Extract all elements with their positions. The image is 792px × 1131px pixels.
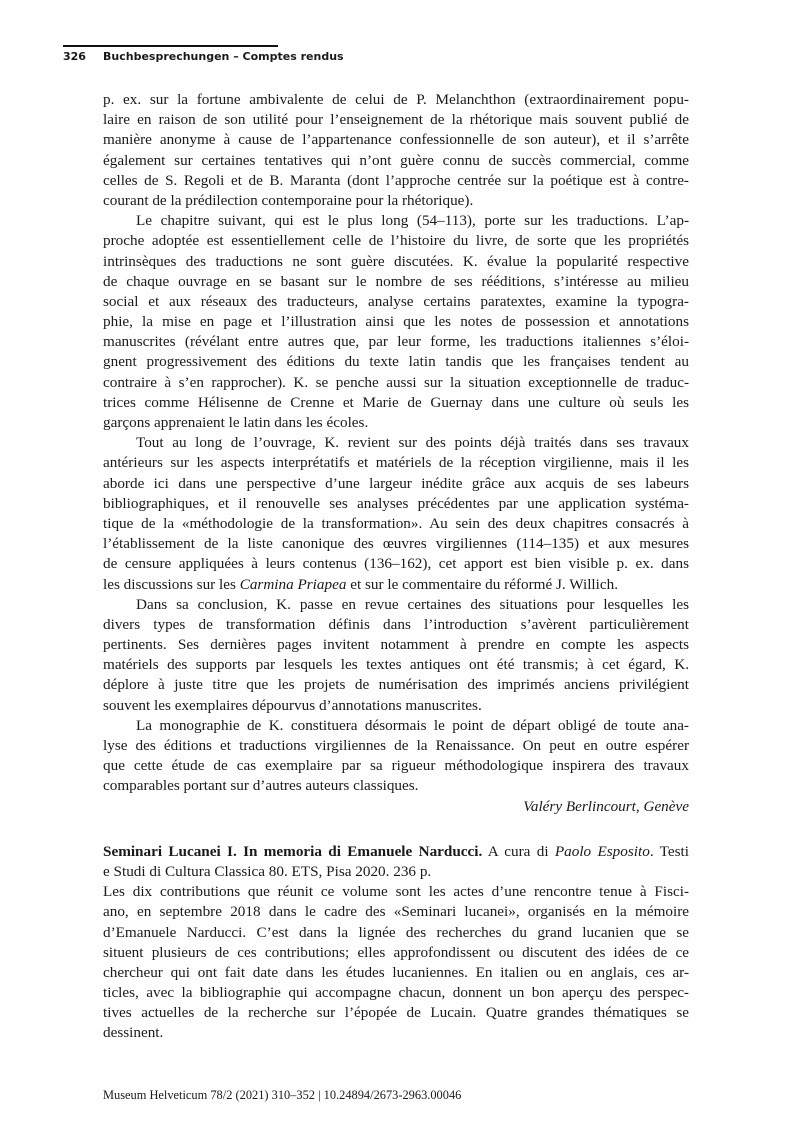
reviewer-signature: Valéry Berlincourt, Genève <box>523 797 689 815</box>
body-text-line: contraire à s’en rapprocher). K. se penche aussi sur la situation exceptionnelle de traduc- <box>103 373 689 391</box>
body-text-line: souvent les exemplaires dépourvus d’annotations manuscrites. <box>103 696 482 714</box>
body-text-line: bibliographiques, et il renouvelle ses analyses précédentes par une application systéma- <box>103 494 689 512</box>
body-text-line: tique de la «méthodologie de la transformation». Au sein des deux chapitres consacrés à <box>103 514 689 532</box>
body-text-line: Dans sa conclusion, K. passe en revue certaines des situations pour lesquelles les <box>136 595 689 613</box>
body-text-line: matériels des supports par lesquels les textes antiques ont été transmis; à cet égard, K. <box>103 656 689 674</box>
footer-citation: Museum Helveticum 78/2 (2021) 310–352 | 10.24894/2673-2963.00046 <box>103 1088 462 1102</box>
text-column <box>103 90 689 1044</box>
section-title: Buchbesprechungen – Comptes rendus <box>103 50 344 63</box>
body-text-line: situent plusieurs de ces contributions; elles approfondissent ou discutent des idées de ce <box>103 943 689 961</box>
running-header <box>63 49 344 65</box>
body-text-line: divers types de transformation définis dans l’introduction s’avèrent particulièrement <box>103 615 689 633</box>
body-text-line <box>103 575 689 595</box>
body-text-line: comparables portant sur d’autres auteurs classiques. <box>103 777 419 795</box>
body-text-line: antérieurs sur les aspects interprétatifs et matériels de la réception virgilienne, mais il les <box>103 454 689 472</box>
body-text-line: garçons apprenaient le latin dans les écoles. <box>103 414 369 431</box>
body-text-line: lyse des éditions et traductions virgiliennes de la Renaissance. On peut en outre espérer <box>103 737 689 754</box>
body-text-line: celles de S. Regoli et de B. Maranta (dont l’approche centrée sur la poétique est à contre- <box>103 171 689 189</box>
body-text-line: aborde ici dans une perspective d’une largeur inédite grâce aux acquis de ses labeurs <box>103 474 689 492</box>
body-text-line: ano, en septembre 2018 dans le cadre des «Seminari lucanei», organisés en la mémoire <box>103 903 689 921</box>
section-gap <box>103 817 689 842</box>
body-text-line: trices comme Hélisenne de Crenne et Marie de Guernay dans une culture où seuls les <box>103 393 689 411</box>
body-text-line: déplore à juste titre que les projets de numérisation des imprimés anciens privilégient <box>103 676 689 694</box>
italic-text: Carmina Priapea <box>239 575 347 593</box>
text-segment: . Testi <box>649 842 689 860</box>
book-citation-line: e Studi di Cultura Classica 80. ETS, Pisa 2020. 236 p. <box>103 862 432 880</box>
italic-text: Paolo Esposito <box>554 842 650 860</box>
body-text-line: gnent progressivement des éditions du texte latin tandis que les françaises tendent au <box>103 353 689 371</box>
body-text-line: dessinent. <box>103 1024 164 1042</box>
body-text-line: Les dix contributions que réunit ce volume sont les actes d’une rencontre tenue à Fisci- <box>103 883 689 901</box>
text-segment: et sur le commentaire du réformé J. Willich. <box>346 575 618 593</box>
bold-title: Seminari Lucanei I. In memoria di Emanuele Narducci. <box>103 842 483 860</box>
body-text-line: phie, la mise en page et l’illustration ainsi que les notes de possession et annotations <box>103 313 689 331</box>
body-text-line: manière anonyme à cause de l’appartenance confessionnelle de son auteur), et il s’arrête <box>103 131 689 149</box>
body-text-line: l’établissement de la liste canonique des œuvres virgiliennes (114–135) et aux mesures <box>103 535 689 553</box>
signature-line <box>103 797 689 817</box>
body-text-line: Le chapitre suivant, qui est le plus long (54–113), porte sur les traductions. L’ap- <box>136 212 689 230</box>
text-segment: A cura di <box>482 842 555 860</box>
body-text-line: laire en raison de son utilité pour l’enseignement de la rhétorique mais souvent publié de <box>103 111 689 129</box>
page-number: 326 <box>63 50 86 63</box>
body-text-line: d’Emanuele Narducci. C’est dans la lignée des recherches du grand lucanien que se <box>103 923 689 941</box>
body-text-line: La monographie de K. constituera désormais le point de départ obligé de toute ana- <box>136 716 689 734</box>
book-citation-line <box>103 842 689 862</box>
header-rule <box>63 45 278 47</box>
body-text-line: intrinsèques des traductions ne sont guère discutées. K. évalue la popularité respective <box>103 252 689 270</box>
body-text-line: social et aux réseaux des traducteurs, analyse certains paratextes, examine la typogra- <box>103 292 689 310</box>
body-text-line: tives actuelles de la recherche sur l’épopée de Lucain. Quatre grandes thématiques se <box>103 1004 689 1022</box>
body-text-line: de chaque ouvrage en se basant sur le nombre de ses rééditions, s’intéresse au milieu <box>103 272 689 290</box>
body-text-line: également sur certaines tentatives qui n’ont guère connu de succès commercial, comme <box>103 151 689 169</box>
body-text-line: pertinents. Ses dernières pages invitent notamment à prendre en compte les aspects <box>103 636 689 654</box>
body-text-line: de censure appliquées à leurs contenus (136–162), cet apport est bien visible p. ex. dans <box>103 555 689 573</box>
body-text-line: proche adoptée est essentiellement celle de l’histoire du livre, de sorte que les propriétés <box>103 232 689 250</box>
body-text-line: manuscrites (révélant entre autres que, par leur forme, les traductions italiennes s’éloi- <box>103 333 689 351</box>
text-segment: les discussions sur les <box>103 575 240 593</box>
body-text-line: courant de la prédilection contemporaine pour la rhétorique). <box>103 191 474 209</box>
body-text-line: p. ex. sur la fortune ambivalente de celui de P. Melanchthon (extraordinairement popu- <box>103 91 689 108</box>
body-text-line: chercheur qui ont fait date dans les études lucaniennes. En italien ou en anglais, ces ar- <box>103 963 689 981</box>
body-text-line: Tout au long de l’ouvrage, K. revient sur des points déjà traités dans ses travaux <box>136 434 689 452</box>
body-text-line: que cette étude de cas exemplaire par sa rigueur méthodologique inspirera des travaux <box>103 757 689 775</box>
body-text-line: ticles, avec la bibliographie qui accompagne chacun, donnent un bon aperçu des perspec- <box>103 984 689 1002</box>
